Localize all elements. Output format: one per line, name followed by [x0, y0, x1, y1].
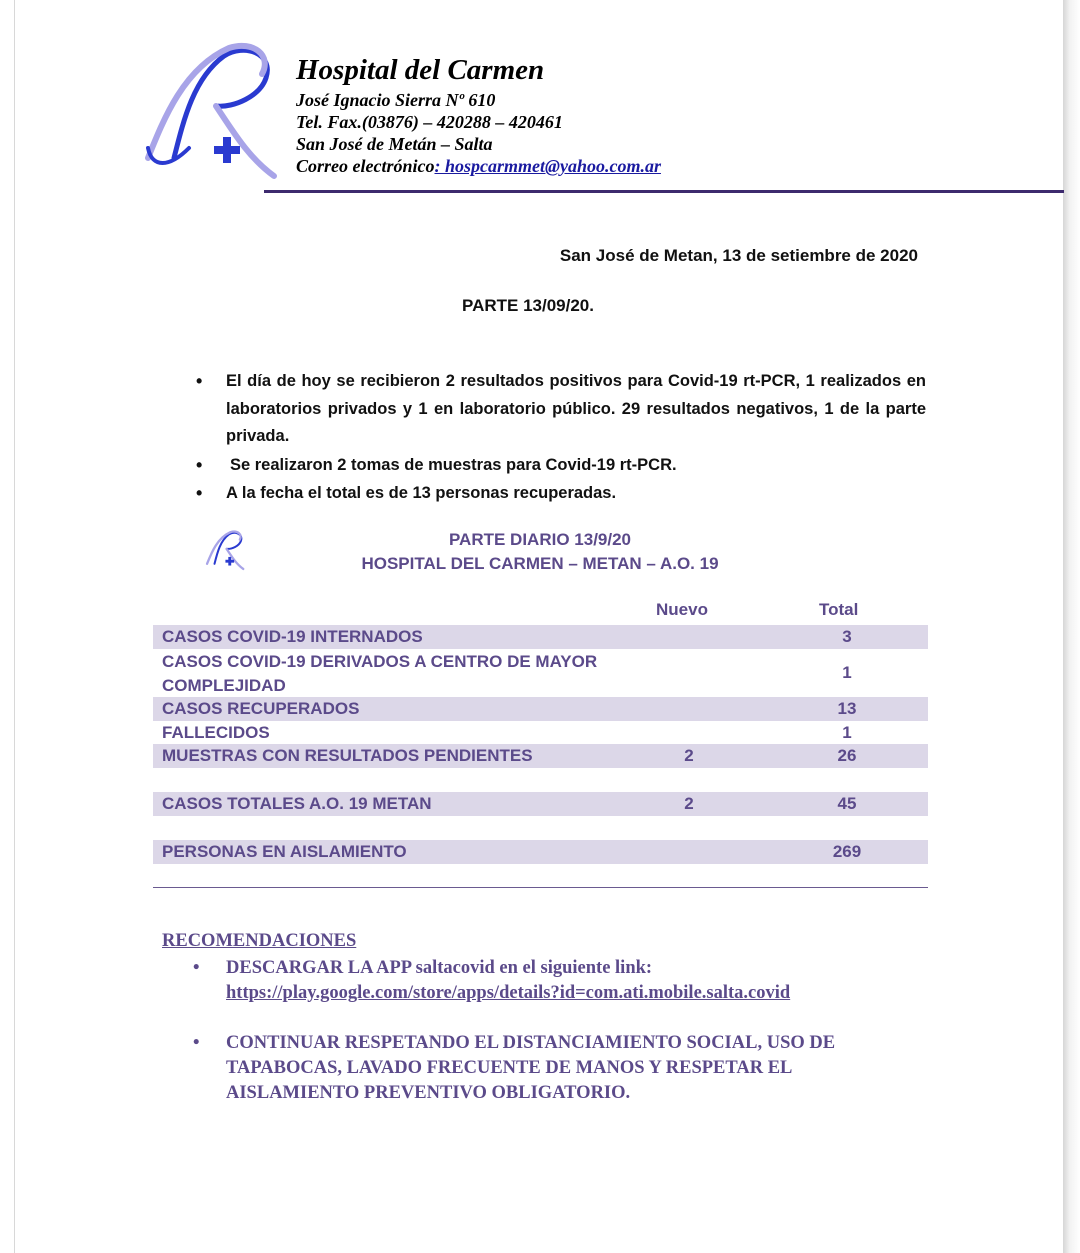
- hospital-email-line: [296, 156, 661, 177]
- summary-item: • Se realizaron 2 tomas de muestras para Covid-19 rt-PCR.: [196, 452, 926, 480]
- hospital-logo-small-icon: [203, 528, 245, 572]
- column-header-total: Total: [819, 600, 859, 619]
- row-total: 269: [832, 842, 862, 861]
- row-total: 1: [842, 663, 852, 682]
- table-row: [153, 721, 928, 744]
- row-total: 3: [842, 627, 852, 646]
- recommendation-item: [193, 956, 913, 1006]
- row-nuevo: 2: [684, 794, 694, 813]
- table-row: [153, 650, 928, 696]
- summary-item: • A la fecha el total es de 13 personas recuperadas.: [196, 480, 926, 508]
- row-label: CASOS COVID-19 DERIVADOS A CENTRO DE MAYOR: [162, 652, 598, 671]
- parte-heading: PARTE 13/09/20.: [462, 296, 594, 315]
- email-label: Correo electrónico: [296, 156, 435, 176]
- row-label-continued: COMPLEJIDAD: [162, 676, 286, 695]
- table-row: [153, 697, 928, 721]
- summary-list: [196, 368, 926, 509]
- row-total: 45: [837, 794, 857, 813]
- table-row: [153, 792, 928, 816]
- hospital-logo-icon: [134, 38, 280, 182]
- row-label: MUESTRAS CON RESULTADOS PENDIENTES: [162, 746, 533, 765]
- recommendations-list: [193, 956, 913, 1106]
- report-subtitle: HOSPITAL DEL CARMEN – METAN – A.O. 19: [361, 554, 719, 573]
- header-divider: [264, 190, 1064, 193]
- table-row: [153, 625, 928, 649]
- date-line: San José de Metan, 13 de setiembre de 2020: [559, 246, 918, 265]
- report-title: PARTE DIARIO 13/9/20: [448, 530, 632, 549]
- row-label: CASOS RECUPERADOS: [162, 699, 360, 718]
- app-download-link[interactable]: https://play.google.com/store/apps/details?id=com.ati.mobile.salta.covid: [226, 983, 791, 1003]
- column-header-nuevo: Nuevo: [656, 600, 708, 619]
- table-row: [153, 744, 928, 768]
- hospital-address: José Ignacio Sierra Nº 610: [296, 90, 496, 110]
- hospital-title: Hospital del Carmen: [296, 54, 545, 86]
- summary-item: • El día de hoy se recibieron 2 resultados positivos para Covid-19 rt-PCR, 1 realizados en laboratorios privados y 1 en laboratorio público. 29 resultados negativos, 1 de la parte privada.: [196, 368, 926, 451]
- hospital-city: San José de Metán – Salta: [296, 134, 493, 154]
- row-label: CASOS TOTALES A.O. 19 METAN: [162, 794, 432, 813]
- recommendations-heading: RECOMENDACIONES: [162, 931, 357, 951]
- hospital-phone: Tel. Fax.(03876) – 420288 – 420461: [296, 112, 563, 132]
- row-label: CASOS COVID-19 INTERNADOS: [162, 627, 423, 646]
- table-bottom-rule: [153, 887, 928, 888]
- row-total: 1: [842, 723, 852, 742]
- row-nuevo: 2: [684, 746, 694, 765]
- row-label: PERSONAS EN AISLAMIENTO: [162, 842, 407, 861]
- row-total: 26: [837, 746, 857, 765]
- page-shadow: [1063, 0, 1080, 1253]
- recommendation-item: • CONTINUAR RESPETANDO EL DISTANCIAMIENTO SOCIAL, USO DE TAPABOCAS, LAVADO FRECUENTE DE MANOS Y RESPETAR EL AISLAMIENTO PREVENTIVO OBLIGATORIO.: [193, 1031, 913, 1106]
- page-edge: [14, 0, 15, 1253]
- email-link[interactable]: : hospcarmmet@yahoo.com.ar: [434, 156, 661, 176]
- recommendation-text: DESCARGAR LA APP saltacovid en el siguiente link:: [226, 958, 653, 978]
- row-total: 13: [837, 699, 857, 718]
- row-label: FALLECIDOS: [162, 723, 270, 742]
- table-row: [153, 840, 928, 864]
